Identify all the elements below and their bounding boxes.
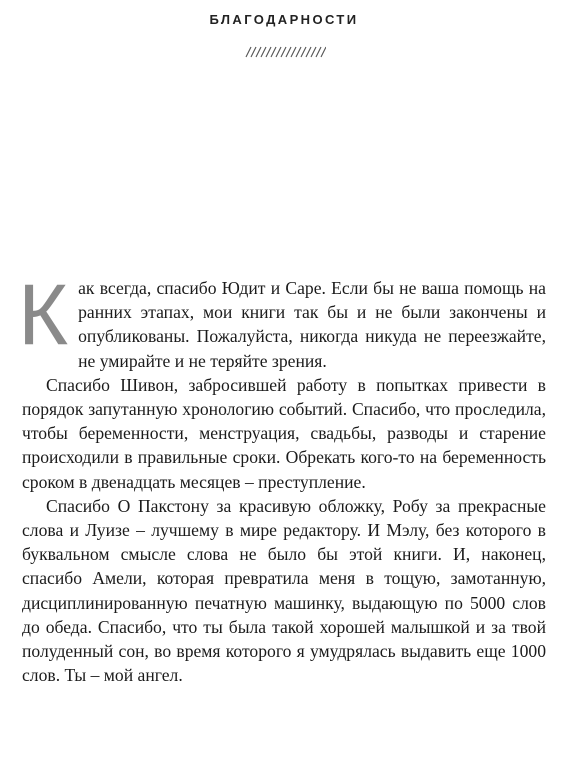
diagonal-hatch-ornament-icon: [244, 46, 326, 58]
chapter-title: БЛАГОДАРНОСТИ: [209, 12, 359, 27]
paragraph-2: Спасибо Шивон, забросившей работу в попытках привести в порядок запутанную хронологию событий. Спасибо, что проследила, чтобы беременности, менструация, свадьбы, разводы и старение происходили в правильные сроки. Обрекать кого-то на беременность сроком в двенадцать месяцев – преступление.: [22, 374, 546, 492]
drop-cap: К: [18, 267, 69, 363]
paragraph-3: Спасибо О Пакстону за красивую обложку, Робу за прекрасные слова и Луизе – лучшему в мире редактору. И Мэлу, без которого в буквальном смысле слова не было бы этой книги. И, наконец, спасибо Амели, которая превратила меня в тощую, замотанную, дисциплинированную печатную машинку, выдающую по 5000 слов до обеда. Спасибо, что ты была такой хорошей малышкой и за твой полуденный сон, во время которого я умудрялась выдавить еще 1000 слов. Ты – мой ангел.: [22, 495, 546, 686]
acknowledgements-text: [18, 267, 546, 687]
paragraph-1-text: ак всегда, спасибо Юдит и Саре. Если бы не ваша помощь на ранних этапах, мои книги так бы и не были закончены и опубликованы. Пожалуйста, никогда никуда не переезжайте, не умирайте и не теряйте зрения.: [78, 278, 546, 371]
paragraph-1: [18, 267, 546, 373]
